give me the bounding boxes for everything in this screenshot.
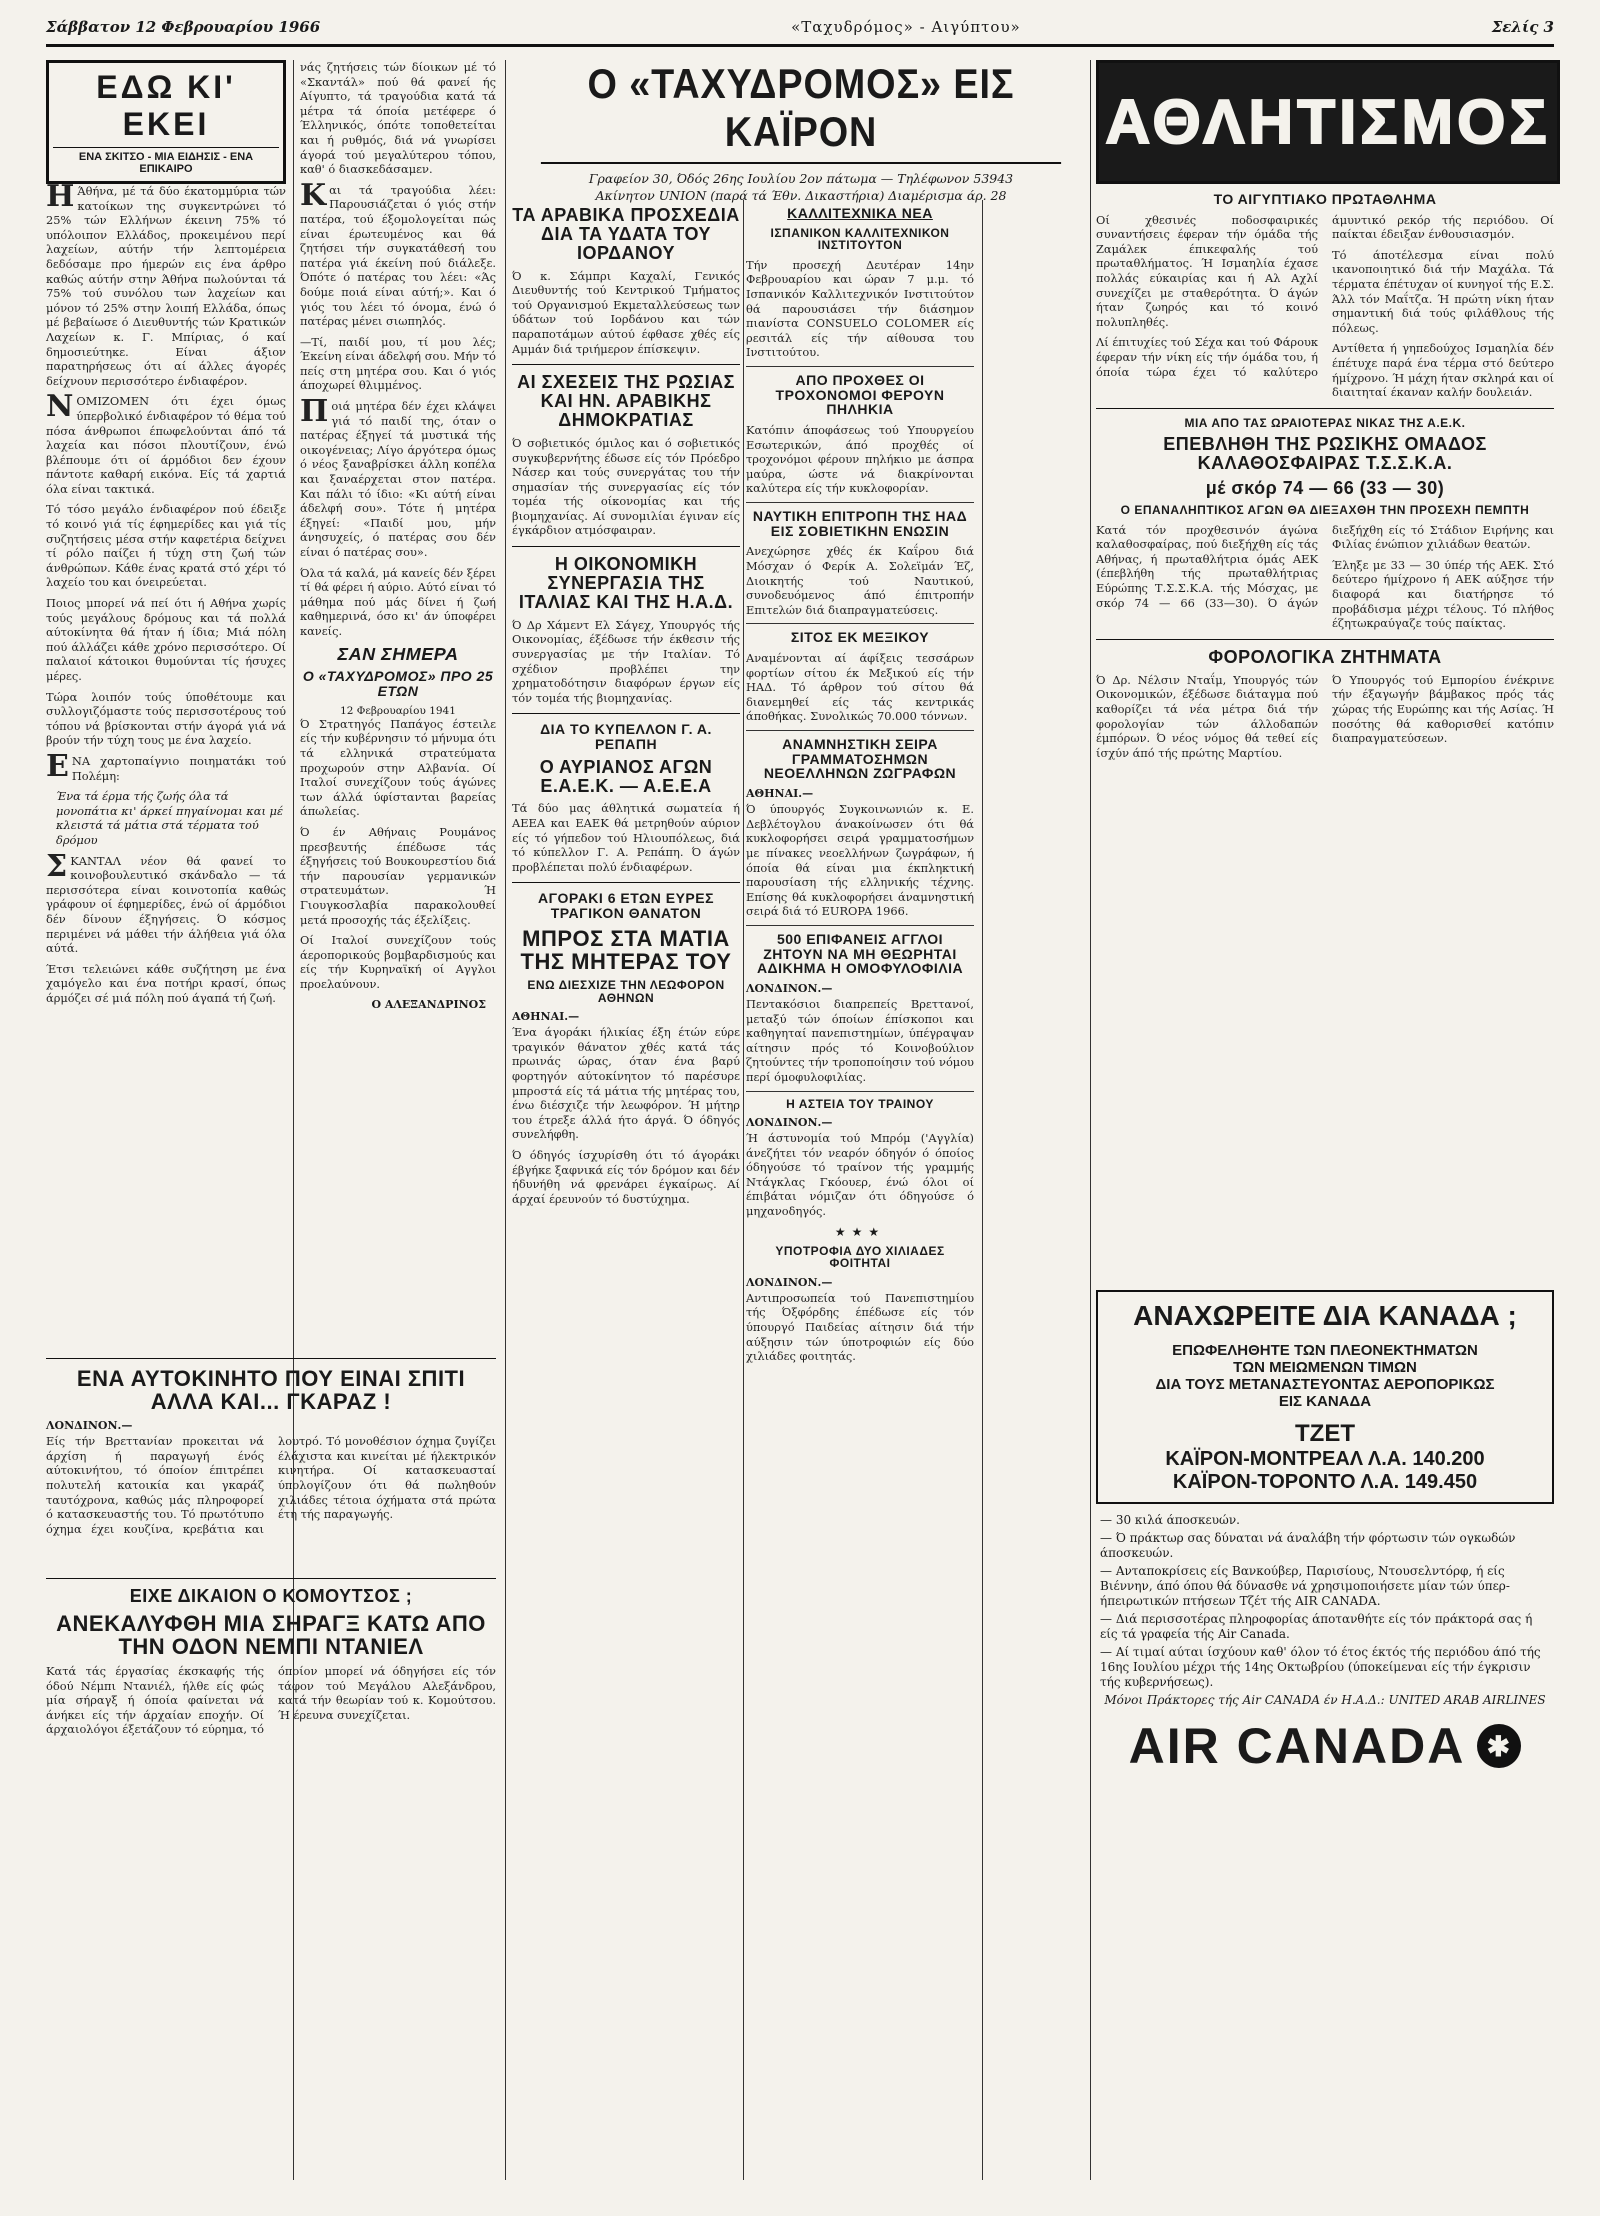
article-paragraph: Όλα τά καλά, μά κανείς δέν ξέρει τί θά φέρει ή αύριο. Αύτό είναι τό μάθημα πού μάς δίνει ή ζωή καθημερινά, όσο κι' άν ύποφέρει κανείς. xyxy=(300,565,496,638)
headline: ΜΠΡΟΣ ΣΤΑ ΜΑΤΙΑ ΤΗΣ ΜΗΤΕΡΑΣ ΤΟΥ xyxy=(520,925,732,974)
article-paragraph: Ό Δρ. Νέλσιν Νταΐμ, Υπουργός τών Οικονομικών, έξέδωσε διάταγμα πού καθορίζει τά νέα μέτρα διά τήν φορολογίαν τών άλλοδαπών έμπόρων. Ό νέος νόμος θά τεθεί είς ίσχύν άπό τής πρώτης Μαρτίου. xyxy=(1096,672,1318,760)
divider xyxy=(512,882,740,883)
ad-bullet: — Ανταποκρίσεις είς Βανκούβερ, Παρισίους, Ντουσελντόρφ, ή είς Βιέννην, άπό όπου θά δύνασθε νά χρησιμοποιήσετε μίαν τών ύπερ-ήπειρωτικών πτήσεων Τζέτ τής AIR CANADA. xyxy=(1100,1564,1510,1608)
dateline: ΛΟΝΔΙΝΟΝ.— xyxy=(46,1419,133,1433)
kicker: ΜΙΑ ΑΠΟ ΤΑΣ ΩΡΑΙΟΤΕΡΑΣ ΝΙΚΑΣ ΤΗΣ Α.Ε.Κ. xyxy=(1184,415,1466,430)
divider xyxy=(746,502,974,503)
dateline: ΑΘΗΝΑΙ.— xyxy=(746,787,814,801)
section-masthead xyxy=(512,60,1090,204)
headline: ΤΟ ΑΙΓΥΠΤΙΑΚΟ ΠΡΩΤΑΘΛΗΜΑ xyxy=(1213,191,1437,207)
divider xyxy=(1096,408,1554,409)
running-head-page: Σελίς 3 xyxy=(1491,18,1554,36)
maple-leaf-icon: ✱ xyxy=(1477,1724,1521,1768)
divider xyxy=(512,364,740,365)
ad-line: ΔΙΑ ΤΟΥΣ ΜΕΤΑΝΑΣΤΕΥΟΝΤΑΣ ΑΕΡΟΠΟΡΙΚΩΣ xyxy=(1155,1376,1495,1393)
running-head-title: «Ταχυδρόμος» - Αιγύπτου» xyxy=(791,18,1021,36)
air-canada-ad xyxy=(1096,1290,1554,1775)
article-paragraph: Κατά τόν προχθεσινόν άγώνα καλαθοσφαίρας, πού διεξήχθη είς τάς Αθήνας, ή πρωταθλήτρια όμάς ΑΕΚ (έπεβλήθη τής πρωταθλήτριας Εύρώπης Τ.Σ.Σ.Κ.Α. τής Μόσχας, με σκόρ 74 — 66 (33—30). Ό άγών διεξήχθη είς τό Στάδιον Ειρήνης και Φιλίας ένώπιον χιλιάδων θεατών. xyxy=(1096,522,1554,610)
column-banner-subtitle: ΕΝΑ ΣΚΙΤΣΟ - ΜΙΑ ΕΙΔΗΣΙΣ - ΕΝΑ ΕΠΙΚΑΙΡΟ xyxy=(53,147,279,175)
ad-bullet: — Διά περισσοτέρας πληροφορίας άποτανθήτε είς τόν πράκτορά σας ή είς τά γραφεία τής Air Canada. xyxy=(1100,1612,1533,1641)
column-rule xyxy=(293,60,294,2180)
score-line: μέ σκόρ 74 — 66 (33 — 30) xyxy=(1205,478,1445,499)
divider xyxy=(512,713,740,714)
ad-bullet: — Αί τιμαί αύται ίσχύουν καθ' όλον τό έτος έκτός τής περιόδου άπό τής 16ης Ιουλίου μέχρι τής 14ης Οκτωβρίου (ύποκείμεναι είς τήν έγκρισιν τής κυβερνήσεως). xyxy=(1100,1645,1541,1689)
article-paragraph: Κατόπιν άποφάσεως τού Υπουργείου Εσωτερικών, άπό προχθές οί τροχονόμοι φέρουν πηλήκιο με άσπρα μαύρα, ώστε νά διακρίνονται καλύτερα είς τήν κυκλοφορίαν. xyxy=(746,423,974,496)
divider xyxy=(746,730,974,731)
ad-route-toronto: ΚΑΪΡΟΝ-ΤΟΡΟΝΤΟ Λ.Α. 149.450 xyxy=(1172,1471,1478,1493)
article-paragraph: Οί Ιταλοί συνεχίζουν τούς άεροπορικούς βομβαρδισμούς και είς τήν Κυρηναϊκή οί Αγγλοι προελαύνουν. xyxy=(300,933,496,991)
column-1 xyxy=(46,60,286,1011)
headline: ΕΠΕΒΛΗΘΗ ΤΗΣ ΡΩΣΙΚΗΣ ΟΜΑΔΟΣ ΚΑΛΑΘΟΣΦΑΙΡΑΣ Τ.Σ.Σ.Κ.Α. xyxy=(1163,434,1487,474)
kicker: ΕΙΧΕ ΔΙΚΑΙΟΝ Ο ΚΟΜΟΥΤΣΟΣ ; xyxy=(129,1586,413,1606)
article-paragraph: ΗΆθήνα, μέ τά δύο έκατομμύρια τών κατοίκων της συγκεντρώνει τό 25% τών Ελλήνων έκεινη 75% τό υπόλοιπον Ελλάδος, προκειμένου περί λαχείων, αύτήν τήν λεπτομέρεια δεδόσαμε προ ήμερών εις ένα άρθρο καθώς αύτήν στην Άθήνα πωλούνται τά 75% τού συνόλου των λαχείων και μόνον τό 25% στην λοιπή Ελλάδα, όπως μέ βεβαίωσε ό Διευθυντής τών Κρατικών Λαχείων κ. Γ. Μπίριας, ό καί δημοσιεύτηκε. Είναι άξιον παρατηρήσεως ότι αί άλλες άγορές δείχνουν περισσότερο ένδιαφέρον. xyxy=(46,179,286,388)
column-rule xyxy=(743,200,744,2180)
headline: ΑΝΕΚΑΛΥΦΘΗ ΜΙΑ ΣΗΡΑΓΞ ΚΑΤΩ ΑΠΟ ΤΗΝ ΟΔΟΝ ΝΕΜΠΙ ΝΤΑΝΙΕΛ xyxy=(56,1610,486,1659)
dateline: ΛΟΝΔΙΝΟΝ.— xyxy=(746,1116,833,1130)
headline: ΥΠΟΤΡΟΦΙΑ ΔΥΟ ΧΙΛΙΑΔΕΣ ΦΟΙΤΗΤΑΙ xyxy=(775,1243,945,1271)
running-head xyxy=(46,10,1554,47)
headline: ΝΑΥΤΙΚΗ ΕΠΙΤΡΟΠΗ ΤΗΣ ΗΑΔ ΕΙΣ ΣΟΒΙΕΤΙΚΗΝ ΕΝΩΣΙΝ xyxy=(752,508,968,539)
headline: 500 ΕΠΙΦΑΝΕΙΣ ΑΓΓΛΟΙ ΖΗΤΟΥΝ ΝΑ ΜΗ ΘΕΩΡΗΤΑΙ ΑΔΙΚΗΜΑ Η ΟΜΟΦΥΛΟΦΙΛΙΑ xyxy=(756,930,964,977)
ad-route-montreal: ΚΑΪΡΟΝ-ΜΟΝΤΡΕΑΛ Λ.Α. 140.200 xyxy=(1165,1448,1485,1470)
headline: ΑΠΟ ΠΡΟΧΘΕΣ ΟΙ ΤΡΟΧΟΝΟΜΟΙ ΦΕΡΟΥΝ ΠΗΛΗΚΙΑ xyxy=(775,372,945,418)
headline: ΦΟΡΟΛΟΓΙΚΑ ΖΗΤΗΜΑΤΑ xyxy=(1208,646,1442,667)
dateline: ΛΟΝΔΙΝΟΝ.— xyxy=(746,981,833,995)
article-paragraph: Και τά τραγούδια λέει: Παρουσιάζεται ό γιός στήν πατέρα, τού έξομολογείται πώς είναι έρωτευμένος και θά ζητήσει τήν συγκατάθεσή του πατέρα γιά έκείνη πού διάλεξε. Όπότε ό πατέρας του λέει: «Άς δούμε ποιά είναι αύτή;». Και ό γιός του λέει τό όνομα, ένώ ό πατέρας μένει σιωπηλός. xyxy=(300,177,496,329)
masthead-address-2: Ακίνητον UNION (παρά τά Έθν. Δικαστήρια) Διαμέρισμα άρ. 28 xyxy=(595,188,1007,203)
column-4 xyxy=(746,200,974,1370)
ad-line: ΕΠΩΦΕΛΗΘΗΤΕ ΤΩΝ ΠΛΕΟΝΕΚΤΗΜΑΤΩΝ xyxy=(1172,1342,1478,1359)
column-banner xyxy=(46,60,286,184)
article-paragraph: Ό ύπουργός Συγκοινωνιών κ. Ε. Δεβλέτογλου άνακοίνωσεν ότι θά κυκλοφορήσει σειρά γραμματοσήμων με πίνακες νεοελλήνων ζωγράφων, ή όποία θά είναι μια έκπληκτική παρουσίαση τής ελληνικής τέχνης. Επίσης θά κυκλοφορήσει άναμνηστική σειρά διά τό EUROPA 1966. xyxy=(746,802,974,919)
subheadline: ΙΣΠΑΝΙΚΟΝ ΚΑΛΛΙΤΕΧΝΙΚΟΝ ΙΝΣΤΙΤΟΥΤΟΝ xyxy=(770,225,950,253)
article-paragraph: Τό τόσο μεγάλο ένδιαφέρον πού έδειξε τό κοινό γιά τίς έφημερίδες και γιά τίς συζητήσεις μέσα στήν καφετέρια δείχνει τί ρόλο παίζει ή τύχη στη ζωή τών άνθρώπων. Κάθε ένας κρατά στό χέρι τό λαχείο του και όνειρεύεται. xyxy=(46,502,286,590)
article-paragraph: ΣΚΑΝΤΑΛ νέον θά φανεί το κοινοβουλευτικό σκάνδαλο — τά περισσότερα είναι κοινοτοπία καθώς γράφουν οί έφημερίδες, ένώ οί άρμόδιοι δέν δίνουν έξηγήσεις. Ό κόσμος περιμένει νά μάθει τήν άλήθεια γιά όλα αύτά. xyxy=(46,848,286,956)
article-paragraph: Λί έπιτυχίες τού Σέχα και τού Φάρουκ έφεραν τήν νίκη είς τήν όμάδα του, ή όποία τώρα έχει τό καλύτερο άμυντικό ρεκόρ τής περιόδου. Οί παίκται έδειξαν ένθουσιασμόν. xyxy=(1096,212,1554,379)
article-paragraph: Ποιά μητέρα δέν έχει κλάψει γιά τό παιδί της, όταν ο πατέρας έξηγεί τά μυστικά τής οικογένειας; Λίγο άργότερα όμως ό νέος ξαναβρίσκει άλλη κοπέλα και ξαναέρχεται στον πατέρα. Και πάλι τό ίδιο: «Κι αύτή είναι άδελφή σου». Τότε ή μητέρα έξηγεί: «Παιδί μου, μήν άνησυχείς, ό πατέρας σου δέν είναι ό πατέρας σου». xyxy=(300,394,496,559)
headline: ΑΝΑΜΝΗΣΤΙΚΗ ΣΕΙΡΑ ΓΡΑΜΜΑΤΟΣΗΜΩΝ ΝΕΟΕΛΛΗΝΩΝ ΖΩΓΡΑΦΩΝ xyxy=(763,736,957,782)
article-paragraph: Τά δύο μας άθλητικά σωματεία ή ΑΕΕΑ και ΕΑΕΚ θά μετρηθούν αύριον είς τό γήπεδον τού Ηλιουπόλεως, διά τό κύπελλον Γ. Α. Ρεπάπη. Ό άγών προβλέπεται πολύ ένδιαφέρων. xyxy=(512,801,740,874)
divider xyxy=(1096,639,1554,640)
sports-banner-title: ΑΘΛΗΤΙΣΜΟΣ xyxy=(1105,87,1551,157)
air-canada-wordmark: AIR CANADA xyxy=(1128,1718,1466,1774)
article-paragraph: Ό έν Αθήναις Ρουμάνος πρεσβευτής έπέδωσε τάς έξηγήσεις τού Βουκουρεστίου διά τήν παρουσίαν γερμανικών στρατευμάτων. Ή Γιουγκοσλαβία παρακολουθεί μετά προσοχής τάς έξελίξεις. xyxy=(300,824,496,927)
column-rule xyxy=(982,200,983,2180)
ad-bullet: — 30 κιλά άποσκευών. xyxy=(1100,1513,1240,1527)
section-heading: ΣΑΝ ΣΗΜΕΡΑ xyxy=(337,643,459,664)
poem: Ένα τά έρμα τής ζωής όλα τά μονοπάτια κι' άρκεί πηγαίνομαι και μέ κλειστά τά μάτια στά τέρματα τού δρόμου xyxy=(56,789,284,847)
article-paragraph: νάς ζητήσεις τών δίοικων μέ τό «Σκαντάλ» πού θά φανεί ής Αίγυπτο, τά τραγούδια κατά τά μέτρα τά όποία μετέφερε ό Έλληνικός, όπότε τοποθετείται και ή ρυθμός, διά νά γνωρίσει άγορά τού μεγαλύτερου τόπου, καθ' ό διασκεδάσαμεν. xyxy=(300,60,496,177)
article-paragraph: Τώρα λοιπόν τούς ύποθέτουμε και συλλογιζόμαστε τούς περισσοτέρους τού τόπου νά βρίσκονται στήν άγορά γιά νά βρούν τήν τύχη τους με ένα λαχείο. xyxy=(46,689,286,748)
running-head-date: Σάββατον 12 Φεβρουαρίου 1966 xyxy=(46,18,321,36)
article-paragraph: Είς τήν Βρεττανίαν προκειται νά άρχίση ή παραγωγή ένός αύτοκινήτου, τό όποίον έπιτρέπει πολυτελή κατοικία και γκαράζ ταυτόχρονα, καθώς μάς πληροφορεί ό κατασκευαστής του. Τό πρωτότυπο όχημα έχει κουζίνα, κρεβάτια και λουτρό. Τό μονοθέσιον όχημα ζυγίζει έλάχιστα και κινείται μέ ήλεκτρικόν κινητήρα. Οί κατασκευασταί ύπολογίζουν ότι θά πωληθούν χιλιάδες τέτοια όχήματα στά πρώτα έτη τής παραγωγής. xyxy=(46,1434,496,1536)
tunnel-story xyxy=(46,1570,496,1743)
car-house-story xyxy=(46,1350,496,1542)
divider xyxy=(512,546,740,547)
article-paragraph: Τό άποτέλεσμα είναι πολύ ικανοποιητικό διά τήν Μαχάλα. Τά τέρματα έπέτυχαν οί κυνηγοί τής Ε.Σ. Άλλ τόν Μαΐτζα. Ή πρώτη νίκη ήταν σημαντική διά τούς φιλάθλους τής πόλεως. xyxy=(1332,247,1554,335)
headline: Ο ΑΥΡΙΑΝΟΣ ΑΓΩΝ Ε.Α.Ε.Κ. — Α.Ε.Ε.Α xyxy=(539,756,713,796)
divider xyxy=(746,623,974,624)
section-heading: ΚΑΛΛΙΤΕΧΝΙΚΑ ΝΕΑ xyxy=(787,205,933,221)
masthead-title: Ο «ΤΑΧΥΔΡΟΜΟΣ» ΕΙΣ ΚΑΪΡΟΝ xyxy=(541,60,1061,164)
article-paragraph: Ποιος μπορεί νά πεί ότι ή Αθήνα χωρίς τούς μεγάλους δρόμους και τά πολλά αύτοκίνητα θά ήταν ή ίδια; Μιά πόλη πού άλλάζει κάθε χρόνο περισσότερο. Οί παλαιοί κάτοικοι θυμούνται τίς ήσυχες μέρες. xyxy=(46,596,286,683)
headline: Η ΑΣΤΕΙΑ ΤΟΥ ΤΡΑΙΝΟΥ xyxy=(786,1096,934,1111)
article-paragraph: Ό Στρατηγός Παπάγος έστειλε είς τήν κυβέρνησιν τό μήνυμα ότι τά ελληνικά στρατεύματα προχωρούν στην Αλβανία. Οί Ιταλοί συνεχίζουν τούς άγώνες των άλλά ύφίστανται βαρείας άπωλείας. xyxy=(300,716,496,819)
article-paragraph: Αναμένονται αί άφίξεις τεσσάρων φορτίων σίτου έκ Μεξικού είς τήν ΗΑΔ. Τό άρθρον τού σίτου θά διανεμηθεί είς τάς κεντρικάς άποθήκας. Συνολικώς 70.000 τόννων. xyxy=(746,651,974,724)
section-subheading: Ο «ΤΑΧΥΔΡΟΜΟΣ» ΠΡΟ 25 ΕΤΩΝ xyxy=(302,668,494,700)
article-paragraph: Ό Υπουργός τού Εμπορίου ένέκρινε τήν έξαγωγήν βάμβακος πρός τάς χώρας τής Ευρώπης και τής Ασίας. Ή ποσότης θά καθορισθεί κατόπιν διαπραγματεύσεων. xyxy=(1332,672,1554,746)
author-signature: Ο ΑΛΕΞΑΝΔΡΙΝΟΣ xyxy=(371,997,486,1011)
article-paragraph: Έτσι τελειώνει κάθε συζήτηση με ένα χαμόγελο και ένα ποτήρι κρασί, όπως άρμόζει σέ μιά πόλη πού άγαπά τή ζωή. xyxy=(46,961,286,1005)
divider xyxy=(46,1358,496,1359)
divider xyxy=(46,1578,496,1579)
article-paragraph: Κατά τάς έργασίας έκσκαφής τής όδού Νέμπι Ντανιέλ, ήλθε είς φώς μία σήραγξ ή όποία φαίνεται νά άνήκει είς τήν άρχαίαν εποχήν. Οί άρχαιολόγοι έξετάζουν τό εύρημα, τό όποίον μπορεί νά όδηγήσει είς τόν τάφον τού Μεγάλου Αλεξάνδρου, κατά τήν θεωρίαν τού κ. Κομούτσου. Ή έρευνα συνεχίζεται. xyxy=(46,1664,496,1737)
sports-banner xyxy=(1096,60,1560,184)
separator-stars: ★★★ xyxy=(834,1224,886,1239)
subheadline: ΕΝΩ ΔΙΕΣΧΙΖΕ ΤΗΝ ΛΕΩΦΟΡΟΝ ΑΘΗΝΩΝ xyxy=(527,977,725,1005)
column-3 xyxy=(512,200,740,1212)
ad-jet-label: ΤΖΕΤ xyxy=(1295,1420,1355,1447)
column-2 xyxy=(300,60,496,1011)
column-banner-title: ΕΔΩ ΚΙ' ΕΚΕΙ xyxy=(96,69,236,142)
ad-line: ΕΙΣ ΚΑΝΑΔΑ xyxy=(1278,1393,1372,1410)
article-paragraph: Οί χθεσινές ποδοσφαιρικές συναντήσεις έφεραν τήν όμάδα τής Ζαμάλεκ έπικεφαλής τού πρωταθλήματος. Ή Ισμαηλία έχασε πολλάς εύκαιρίας και ή Αλ Αχλί συνεχίζει με σταθερότητα. Ό άγών ήταν ζωηρός και τό κοινό πολυπληθές. xyxy=(1096,212,1318,329)
column-rule xyxy=(505,60,506,2180)
article-paragraph: Ό σοβιετικός όμιλος και ό σοβιετικός συγκυβερνήτης έδωσε είς τόν Πρόεδρο Νάσερ και τούς συνεργάτας του τήν σημασίαν τής συνεργασίας είς τόν τομέα τής οίκονομίας και τής βιομηχανίας. Αί συνομιλίαι έγιναν είς έγκάρδιον ατμόσφαιραν. xyxy=(512,435,740,538)
headline: ΣΙΤΟΣ ΕΚ ΜΕΞΙΚΟΥ xyxy=(790,629,930,646)
ad-headline: ΑΝΑΧΩΡΕΙΤΕ ΔΙΑ ΚΑΝΑΔΑ ; xyxy=(1133,1300,1517,1331)
kicker: ΑΓΟΡΑΚΙ 6 ΕΤΩΝ ΕΥΡΕΣ ΤΡΑΓΙΚΟΝ ΘΑΝΑΤΟΝ xyxy=(537,890,714,922)
article-paragraph: Τήν προσεχή Δευτέραν 14ην Φεβρουαρίου και ώραν 7 μ.μ. τό Ισπανικόν Καλλιτεχνικόν Ινστιτούτον θά παρουσιάσει τήν διάσημον πιανίστα CONSUELO COLOMER είς ρεσιτάλ είς τήν αίθουσα του Ινστιτούτου. xyxy=(746,257,974,360)
ad-agents: Μόνοι Πράκτορες τής Air CANADA έν Η.Α.Δ.: UNITED ARAB AIRLINES xyxy=(1104,1693,1546,1707)
article-paragraph: Ή άστυνομία τού Μπρόμ ('Αγγλία) άνεζήτει τόν νεαρόν όδηγόν ό όποίος όδηγούσε τό τραίνον τής γραμμής Ντάγκλας Γκόουερ, ένώ όλοι οί έπιβάται νόμιζαν ότι όδηγούσε ό μηχανοδηγός. xyxy=(746,1131,974,1219)
column-rule xyxy=(1090,60,1091,2180)
headline: ΑΙ ΣΧΕΣΕΙΣ ΤΗΣ ΡΩΣΙΑΣ ΚΑΙ ΗΝ. ΑΡΑΒΙΚΗΣ ΔΗΜΟΚΡΑΤΙΑΣ xyxy=(517,372,735,431)
article-paragraph: Ό Δρ Χάμεντ Ελ Σάγεχ, Υπουργός τής Οικονομίας, έξέδωσε τήν έκθεσιν τής συνεργασίας με τήν Ιταλίαν. Τό σχέδιον προβλέπει την χρηματοδότησιν διαφόρων έργων είς τόν τομέα τής βιομηχανίας. xyxy=(512,617,740,705)
article-paragraph: Ανεχώρησε χθές έκ Καΐρου διά Μόσχαν ό Φερίκ Α. Σολεϊμάν Έζ, Διοικητής τού Ναυτικού, συνοδευόμενος άπό έπιτροπήν Επιτελών διά διαπραγματεύσεις. xyxy=(746,544,974,617)
article-paragraph: Πεντακόσιοι διαπρεπείς Βρεττανοί, μεταξύ τών όποίων έπίσκοποι και καθηγηταί πανεπιστημίων, ύπέγραψαν αίτησιν πρός τό Κοινοβούλιον ζητούντες τήν τροποποίησιν τού νόμου περί όμοφυλοφιλίας. xyxy=(746,996,974,1084)
dateline: ΑΘΗΝΑΙ.— xyxy=(512,1010,580,1024)
headline: ΤΑ ΑΡΑΒΙΚΑ ΠΡΟΣΧΕΔΙΑ ΔΙΑ ΤΑ ΥΔΑΤΑ ΤΟΥ ΙΟΡΔΑΝΟΥ xyxy=(512,205,740,263)
divider xyxy=(746,366,974,367)
article-paragraph: Αντίθετα ή γηπεδούχος Ισμαηλία δέν έπέτυχε παρά ένα τέρμα στό δεύτερο ήμίχρονο. Ή μάχη ήταν σκληρά και οί διαιτηταί έκαναν καλήν δουλειάν. xyxy=(1332,341,1554,400)
headline: ΕΝΑ ΑΥΤΟΚΙΝΗΤΟ ΠΟΥ ΕΙΝΑΙ ΣΠΙΤΙ ΑΛΛΑ ΚΑΙ... ΓΚΑΡΑΖ ! xyxy=(76,1366,466,1415)
article-paragraph: —Τί, παιδί μου, τί μου λές; Έκείνη είναι άδελφή σου. Μήν τό πείς στη μητέρα σου. Και ό γιός άποχωρεί θλιμμένος. xyxy=(300,334,496,393)
dateline: ΛΟΝΔΙΝΟΝ.— xyxy=(746,1275,833,1289)
masthead-address: Γραφείον 30, Όδός 26ης Ιουλίου 2ον πάτωμα — Τηλέφωνον 53943 xyxy=(588,171,1014,186)
poem-intro: ΕΝΑ χαρτοπαίγνιο ποιηματάκι τού Πολέμη: xyxy=(46,748,286,784)
article-paragraph: Έληξε με 33 — 30 ύπέρ τής ΑΕΚ. Στό δεύτερο ήμίχρονο ή ΑΕΚ αύξησε τήν διαφορά και διατήρησε τό προβάδισμα μέχρι τέλους. Τό πλήθος έζητωκραύγαζε τούς παίκτας. xyxy=(1332,557,1554,631)
article-paragraph: Ένα άγοράκι ήλικίας έξη έτών εύρε τραγικόν θάνατον χθές κατά τάς πρωινάς ώρας, όταν ένα βαρύ φορτηγόν αύτοκίνητον τό παρέσυρε μπροστά είς τά μάτια τής μητέρας του, ένω διέσχιζε τήν λεωφόρον. Ή μήτηρ του έτρεξε άλλά ήτο άργά. Ό όδηγός συνελήφθη. xyxy=(512,1025,740,1142)
article-paragraph: ΝΟΜΙΖΟΜΕΝ ότι έχει όμως ύπερβολικό ένδιαφέρον τό θέμα τού πόσα άνθρωποι έπωφελούνται άπό τά λαχεία και πόσοι πλουτίζουν, ένώ βλέπουμε ότι οί άρμόδιοι δεν έχουν πάντοτε καθαρή εικόνα. Είς τά χαρτιά όλα είναι τακτικά. xyxy=(46,389,286,496)
air-canada-logo xyxy=(1096,1717,1554,1775)
section-date: 12 Φεβρουαρίου 1941 xyxy=(340,704,456,717)
article-paragraph: Ό όδηγός ίσχυρίσθη ότι τό άγοράκι έβγήκε ξαφνικά είς τόν δρόμον και δέν ήδυνήθη νά φρενάρει έγκαίρως. Αί άρχαί έρευνούν τό δυστύχημα. xyxy=(512,1147,740,1206)
article-paragraph: Ό κ. Σάμπρι Καχαλί, Γενικός Διευθυντής τού Κεντρικού Τμήματος τού Οργανισμού Εκμεταλλεύσεως των ύδάτων τού Ιορδάνου και τών παραποτάμων αύτού έφθασε χθές είς Αμμάν διά τριήμερον έπίσκεψιν. xyxy=(512,268,740,356)
column-sports xyxy=(1096,186,1554,760)
article-paragraph: Αντιπροσωπεία τού Πανεπιστημίου τής Όξφόρδης έπέδωσε είς τόν ύπουργό Παιδείας αίτησιν διά τήν αύξησιν τών ύποτροφιών είς δύο χιλιάδες φοιτητάς. xyxy=(746,1290,974,1364)
ad-bullet: — Ό πράκτωρ σας δύναται νά άναλάβη τήν φόρτωσιν τών ογκωδών άποσκευών. xyxy=(1100,1531,1516,1560)
headline: Η ΟΙΚΟΝΟΜΙΚΗ ΣΥΝΕΡΓΑΣΙΑ ΤΗΣ ΙΤΑΛΙΑΣ ΚΑΙ ΤΗΣ Η.Α.Δ. xyxy=(518,554,734,612)
divider xyxy=(746,1091,974,1092)
ad-line: ΤΩΝ ΜΕΙΩΜΕΝΩΝ ΤΙΜΩΝ xyxy=(1233,1359,1417,1376)
divider xyxy=(746,925,974,926)
subheadline: Ο ΕΠΑΝΑΛΗΠΤΙΚΟΣ ΑΓΩΝ ΘΑ ΔΙΕΞΑΧΘΗ ΤΗΝ ΠΡΟΣΕΧΗ ΠΕΜΠΤΗ xyxy=(1120,503,1530,518)
kicker: ΔΙΑ ΤΟ ΚΥΠΕΛΛΟΝ Γ. Α. ΡΕΠΑΠΗ xyxy=(540,721,712,752)
